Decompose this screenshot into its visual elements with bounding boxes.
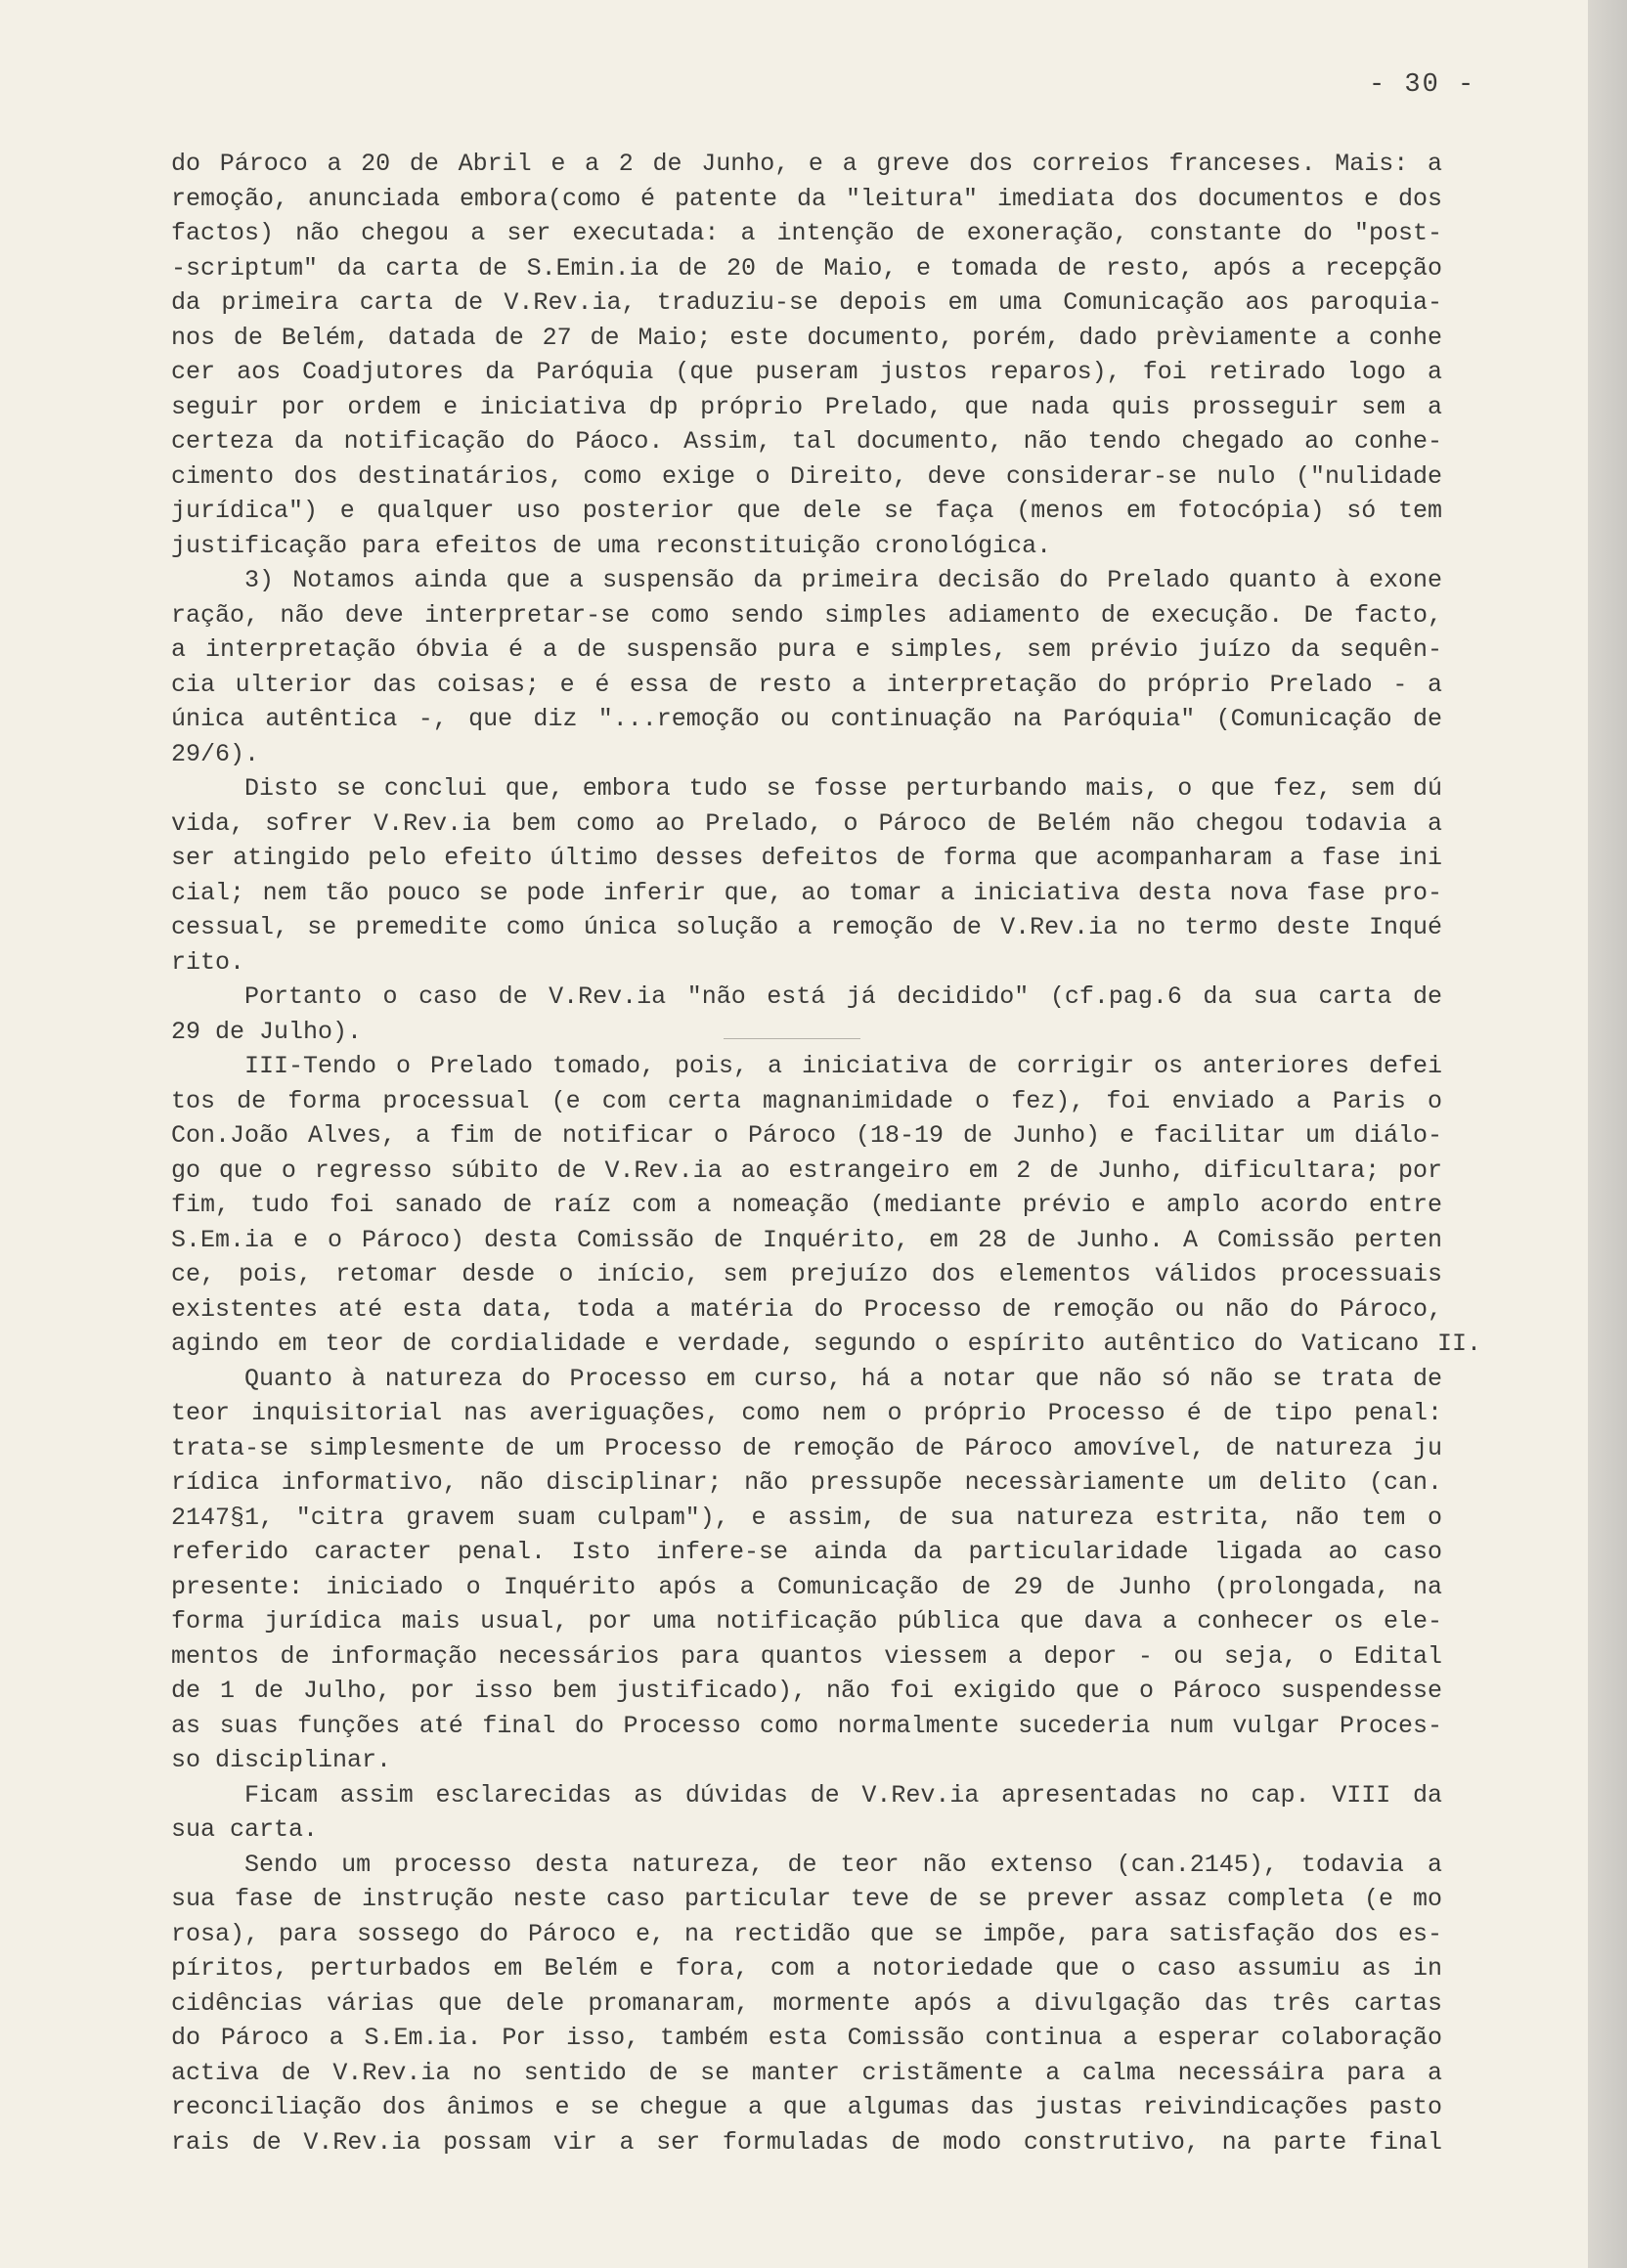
text-line: trata-se simplesmente de um Processo de remoção de Pároco amovível, de natureza ju [171,1433,1442,1462]
text-line: fim, tudo foi sanado de raíz com a nomeação (mediante prévio e amplo acordo entre [171,1191,1442,1219]
text-line: da primeira carta de V.Rev.ia, traduziu-se depois em uma Comunicação aos paroquia- [171,288,1442,317]
text-line: nos de Belém, datada de 27 de Maio; este documento, porém, dado prèviamente a conhe [171,323,1442,352]
text-line: forma jurídica mais usual, por uma notificação pública que dava a conhecer os ele- [171,1607,1442,1636]
text-line: jurídica") e qualquer uso posterior que dele se faça (menos em fotocópia) só tem [171,497,1442,525]
text-line: rais de V.Rev.ia possam vir a ser formuladas de modo construtivo, na parte final [171,2127,1442,2157]
paragraph-first-line: Disto se conclui que, embora tudo se fosse perturbando mais, o que fez, sem dú [244,774,1442,803]
text-line: ce, pois, retomar desde o início, sem prejuízo dos elementos válidos processuais [171,1260,1442,1288]
text-line: presente: iniciado o Inquérito após a Comunicação de 29 de Junho (prolongada, na [171,1572,1442,1601]
paragraph-first-line: 3) Notamos ainda que a suspensão da primeira decisão do Prelado quanto à exone [244,566,1442,594]
text-line: Con.João Alves, a fim de notificar o Pároco (18-19 de Junho) e facilitar um diálo- [171,1121,1442,1150]
text-line: rosa), para sossego do Pároco e, na rectidão que se impõe, para satisfação dos es- [171,1919,1442,1948]
paragraph-first-line: Ficam assim esclarecidas as dúvidas de V.Rev.ia apresentadas no cap. VIII da [244,1780,1442,1810]
text-line: so disciplinar. [171,1746,392,1774]
text-line: cial; nem tão pouco se pode inferir que, ao tomar a iniciativa desta nova fase pro- [171,878,1442,907]
text-line: ser atingido pelo efeito último desses defeitos de forma que acompanharam a fase ini [171,844,1442,872]
text-line: go que o regresso súbito de V.Rev.ia ao estrangeiro em 2 de Junho, dificultara; por [171,1156,1442,1185]
paragraph-first-line: Quanto à natureza do Processo em curso, há a notar que não só não se trata de [244,1364,1442,1393]
text-line: cessual, se premedite como única solução a remoção de V.Rev.ia no termo deste Inqué [171,913,1442,941]
text-line: 29 de Julho). [171,1017,363,1046]
text-line: existentes até esta data, toda a matéria do Processo de remoção ou não do Pároco, [171,1294,1442,1324]
document-body [171,147,1481,2159]
text-line: certeza da notificação do Páoco. Assim, tal documento, não tendo chegado ao conhe- [171,427,1442,456]
text-line: justificação para efeitos de uma reconstituição cronológica. [171,531,1052,560]
text-line: -scriptum" da carta de S.Emin.ia de 20 de Maio, e tomada de resto, após a recepção [171,253,1442,283]
text-line: do Pároco a S.Em.ia. Por isso, também esta Comissão continua a esperar colaboração [171,2024,1442,2052]
paragraph-first-line: III-Tendo o Prelado tomado, pois, a iniciativa de corrigir os anteriores defei [244,1052,1442,1080]
page-edge [1588,0,1627,2268]
text-line: seguir por ordem e iniciativa dp próprio Prelado, que nada quis prosseguir sem a [171,392,1442,421]
text-line: agindo em teor de cordialidade e verdade, segundo o espírito autêntico do Vaticano II. [171,1330,1481,1358]
text-line: reconciliação dos ânimos e se chegue a que algumas das justas reivindicações pasto [171,2093,1442,2121]
text-line: cimento dos destinatários, como exige o Direito, deve considerar-se nulo ("nulidade [171,461,1442,491]
text-line: referido caracter penal. Isto infere-se ainda da particularidade ligada ao caso [171,1538,1442,1566]
text-line: factos) não chegou a ser executada: a intenção de exoneração, constante do "post- [171,219,1442,247]
page-number: - 30 - [1369,70,1476,100]
text-line: sua fase de instrução neste caso particular teve de se prever assaz completa (e mo [171,1885,1442,1913]
paragraph-first-line: Sendo um processo desta natureza, de teor não extenso (can.2145), todavia a [244,1850,1442,1879]
text-line: 29/6). [171,739,260,768]
text-line: cidências várias que dele promanaram, mormente após a divulgação das três cartas [171,1988,1442,2018]
text-line: cia ulterior das coisas; e é essa de resto a interpretação do próprio Prelado - a [171,670,1442,699]
text-line: activa de V.Rev.ia no sentido de se manter cristãmente a calma necessáira para a [171,2058,1442,2087]
text-line: tos de forma processual (e com certa magnanimidade o fez), foi enviado a Paris o [171,1086,1442,1115]
text-line: do Pároco a 20 de Abril e a 2 de Junho, e a greve dos correios franceses. Mais: a [171,150,1442,178]
text-line: S.Em.ia e o Pároco) desta Comissão de Inquérito, em 28 de Junho. A Comissão perten [171,1225,1442,1254]
paragraph-first-line: Portanto o caso de V.Rev.ia "não está já decidido" (cf.pag.6 da sua carta de [244,982,1442,1011]
text-line: rito. [171,947,245,977]
text-line: as suas funções até final do Processo como normalmente sucederia num vulgar Proces- [171,1711,1442,1740]
text-line: ração, não deve interpretar-se como sendo simples adiamento de execução. De facto, [171,600,1442,630]
text-line: rídica informativo, não disciplinar; não pressupõe necessàriamente um delito (can. [171,1468,1442,1497]
text-line: sua carta. [171,1815,319,1844]
text-line: 2147§1, "citra gravem suam culpam"), e assim, de sua natureza estrita, não tem o [171,1503,1442,1532]
text-line: a interpretação óbvia é a de suspensão pura e simples, sem prévio juízo da sequên- [171,635,1442,664]
text-line: píritos, perturbados em Belém e fora, com a notoriedade que o caso assumiu as in [171,1954,1442,1983]
text-line: cer aos Coadjutores da Paróquia (que puseram justos reparos), foi retirado logo a [171,358,1442,386]
text-line: mentos de informação necessários para quantos viessem a depor - ou seja, o Edital [171,1641,1442,1671]
section-divider [724,1038,860,1039]
text-line: de 1 de Julho, por isso bem justificado), não foi exigido que o Pároco suspendesse [171,1677,1442,1705]
text-line: vida, sofrer V.Rev.ia bem como ao Prelado, o Pároco de Belém não chegou todavia a [171,808,1442,838]
text-line: teor inquisitorial nas averiguações, como nem o próprio Processo é de tipo penal: [171,1399,1442,1427]
text-line: remoção, anunciada embora(como é patente da "leitura" imediata dos documentos e dos [171,184,1442,213]
text-line: única autêntica -, que diz "...remoção ou continuação na Paróquia" (Comunicação de [171,705,1442,733]
